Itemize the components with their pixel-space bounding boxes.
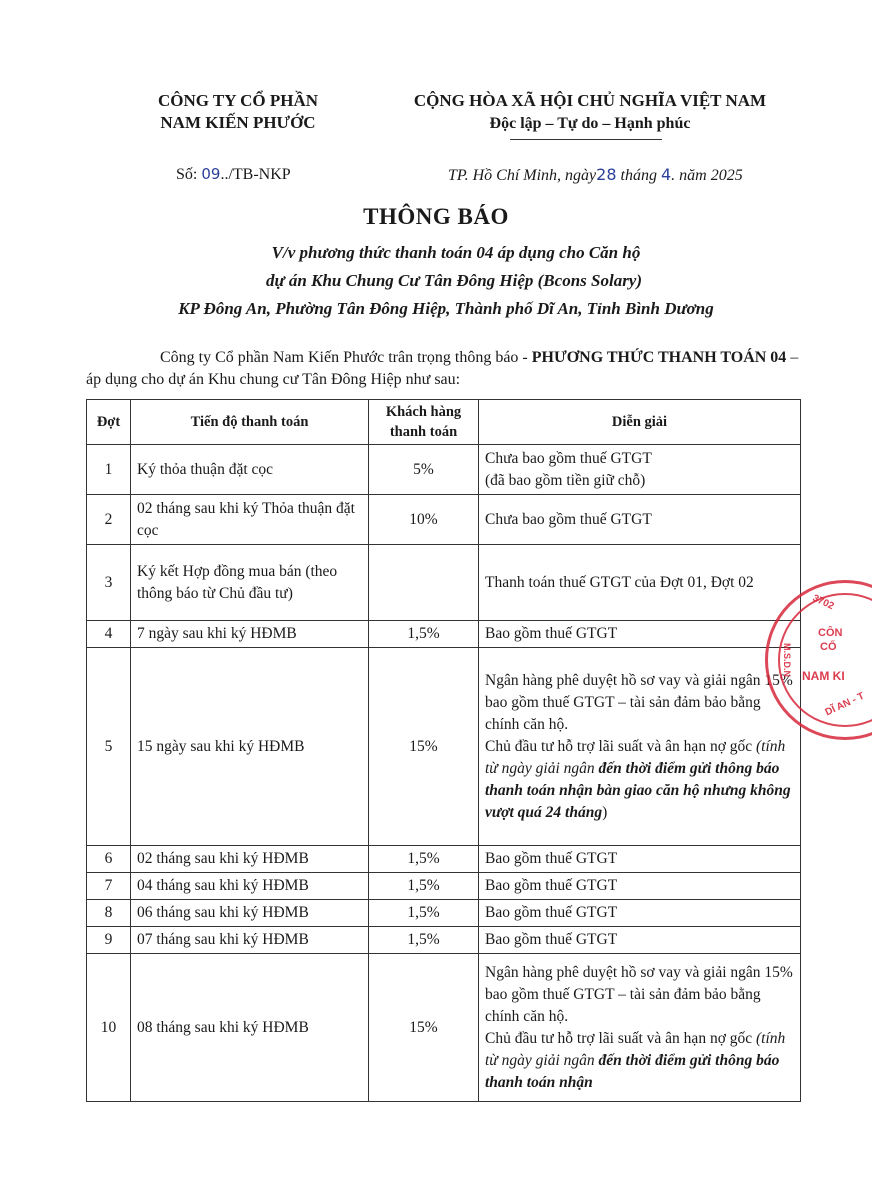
header-customer-pay: Khách hàng thanh toán [369,400,479,445]
cell-note: Bao gồm thuế GTGT [479,846,801,873]
cell-progress: 7 ngày sau khi ký HĐMB [131,621,369,648]
cell-pay: 1,5% [369,873,479,900]
cell-pay: 15% [369,648,479,846]
national-header [385,90,795,135]
cell-progress: 02 tháng sau khi ký Thỏa thuận đặt cọc [131,495,369,545]
cell-progress: 08 tháng sau khi ký HĐMB [131,954,369,1102]
cell-phase: 7 [87,873,131,900]
cell-phase: 8 [87,900,131,927]
company-line-2: NAM KIẾN PHƯỚC [160,113,316,132]
cell-phase: 10 [87,954,131,1102]
table-row [87,846,801,873]
payment-schedule-table [86,399,801,1102]
cell-note: Bao gồm thuế GTGT [479,900,801,927]
intro-paragraph: Công ty Cổ phần Nam Kiến Phước trân trọng thông báo - PHƯƠNG THỨC THANH TOÁN 04 – áp dụng cho dự án Khu chung cư Tân Đông Hiệp như sau: [86,349,799,388]
nation-name: CỘNG HÒA XÃ HỘI CHỦ NGHĨA VIỆT NAM [413,91,767,110]
cell-phase: 6 [87,846,131,873]
table-row [87,445,801,495]
handwritten-day: 28 [596,165,617,184]
cell-phase: 4 [87,621,131,648]
header-explanation: Diễn giải [479,400,801,445]
cell-note: Bao gồm thuế GTGT [479,927,801,954]
cell-pay: 1,5% [369,621,479,648]
table-row [87,545,801,621]
subtitle-line-1: V/v phương thức thanh toán 04 áp dụng cho Căn hộ [271,243,641,262]
place-date: TP. Hồ Chí Minh, ngày28 tháng 4. năm 2025 [448,165,743,184]
subtitle-line-3: KP Đông An, Phường Tân Đông Hiệp, Thành phố Dĩ An, Tỉnh Bình Dương [178,299,714,318]
company-seal-stamp: 3702 CÔN CỔ NAM KI M.S.D.N DĨ AN - T [765,580,872,740]
header-progress: Tiến độ thanh toán [131,400,369,445]
company-line-1: CÔNG TY CỔ PHẦN [157,91,319,110]
cell-note: Chưa bao gồm thuế GTGT [479,495,801,545]
cell-pay: 10% [369,495,479,545]
cell-note: Bao gồm thuế GTGT [479,873,801,900]
cell-pay: 1,5% [369,900,479,927]
cell-phase: 1 [87,445,131,495]
cell-pay [369,545,479,621]
cell-note: Bao gồm thuế GTGT [479,621,801,648]
cell-phase: 9 [87,927,131,954]
table-row [87,648,801,846]
cell-phase: 2 [87,495,131,545]
cell-progress: 06 tháng sau khi ký HĐMB [131,900,369,927]
company-header [128,90,348,134]
table-row [87,495,801,545]
cell-progress: Ký kết Hợp đồng mua bán (theo thông báo từ Chủ đầu tư) [131,545,369,621]
table-row [87,954,801,1102]
table-row [87,873,801,900]
subtitle-line-2: dự án Khu Chung Cư Tân Đông Hiệp (Bcons Solary) [265,271,643,290]
cell-progress: 15 ngày sau khi ký HĐMB [131,648,369,846]
table-row [87,927,801,954]
header-phase: Đợt [87,400,131,445]
motto: Độc lập – Tự do – Hạnh phúc [489,115,691,132]
cell-note: Thanh toán thuế GTGT của Đợt 01, Đợt 02 [479,545,801,621]
table-row [87,621,801,648]
table-row [87,900,801,927]
cell-note: Chưa bao gồm thuế GTGT (đã bao gồm tiền giữ chỗ) [479,445,801,495]
payment-method-name: PHƯƠNG THỨC THANH TOÁN 04 [531,349,787,366]
cell-phase: 3 [87,545,131,621]
cell-pay: 5% [369,445,479,495]
table-header-row [87,400,801,445]
handwritten-month: 4 [660,165,672,184]
cell-progress: Ký thỏa thuận đặt cọc [131,445,369,495]
cell-phase: 5 [87,648,131,846]
cell-progress: 07 tháng sau khi ký HĐMB [131,927,369,954]
document-number: Số: 09../TB-NKP [176,165,291,183]
cell-pay: 1,5% [369,846,479,873]
document-title: THÔNG BÁO [363,204,509,229]
cell-note: Ngân hàng phê duyệt hồ sơ vay và giải ngân 15% bao gồm thuế GTGT – tài sản đảm bảo bằng chính căn hộ. Chủ đầu tư hỗ trợ lãi suất và ân hạn nợ gốc (tính từ ngày giải ngân đến thời điểm gửi thông báo thanh toán nhận bàn giao căn hộ nhưng không vượt quá 24 tháng) [479,648,801,846]
cell-pay: 15% [369,954,479,1102]
handwritten-number: 09 [201,165,221,183]
cell-progress: 04 tháng sau khi ký HĐMB [131,873,369,900]
cell-pay: 1,5% [369,927,479,954]
cell-progress: 02 tháng sau khi ký HĐMB [131,846,369,873]
cell-note: Ngân hàng phê duyệt hồ sơ vay và giải ngân 15% bao gồm thuế GTGT – tài sản đảm bảo bằng chính căn hộ. Chủ đầu tư hỗ trợ lãi suất và ân hạn nợ gốc (tính từ ngày giải ngân đến thời điểm gửi thông báo thanh toán nhận [479,954,801,1102]
motto-underline [510,139,662,140]
